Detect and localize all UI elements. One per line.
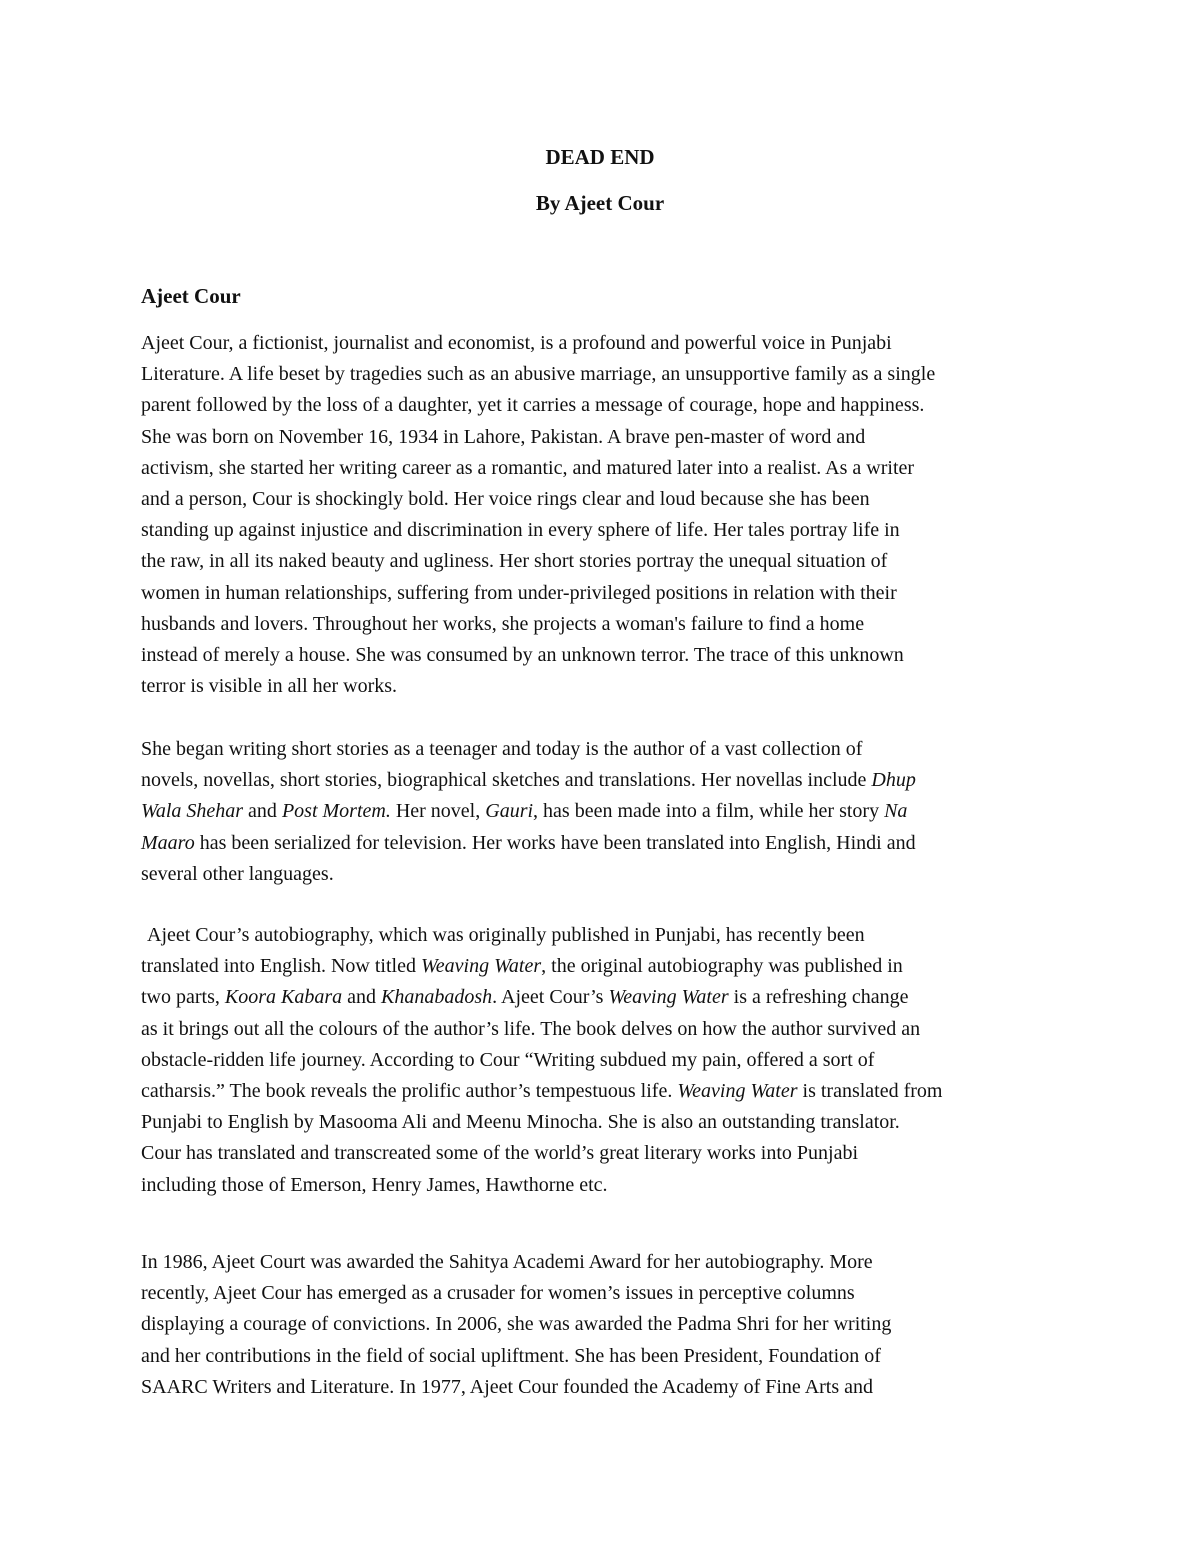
text-line: husbands and lovers. Throughout her works, she projects a woman's failure to find a home — [141, 612, 865, 635]
text-line: displaying a courage of convictions. In 2006, she was awarded the Padma Shri for her writing — [141, 1313, 892, 1336]
text-line: as it brings out all the colours of the author’s life. The book delves on how the author survived an — [141, 1017, 921, 1040]
book-title: Khanabadosh — [381, 986, 493, 1009]
book-title: Maaro — [141, 831, 195, 854]
paragraph-biography — [141, 328, 1066, 702]
paragraph-works — [141, 734, 1066, 890]
text-line: Punjabi to English by Masooma Ali and Meenu Minocha. She is also an outstanding translator. — [141, 1111, 900, 1134]
text-line: parent followed by the loss of a daughter, yet it carries a message of courage, hope and happiness. — [141, 394, 925, 417]
text-line: SAARC Writers and Literature. In 1977, Ajeet Cour founded the Academy of Fine Arts and — [141, 1375, 874, 1398]
text-line: terror is visible in all her works. — [141, 675, 398, 698]
text-line: In 1986, Ajeet Court was awarded the Sahitya Academi Award for her autobiography. More — [141, 1251, 873, 1273]
text-line: Ajeet Cour, a fictionist, journalist and economist, is a profound and powerful voice in Punjabi — [141, 332, 892, 354]
paragraph-awards — [141, 1247, 1066, 1403]
text-line: activism, she started her writing career as a romantic, and matured later into a realist. As a writer — [141, 456, 915, 479]
book-title: Weaving Water — [677, 1080, 798, 1103]
book-title: Dhup — [871, 769, 916, 792]
text-line: instead of merely a house. She was consumed by an unknown terror. The trace of this unknown — [141, 644, 904, 667]
text-line: obstacle-ridden life journey. According to Cour “Writing subdued my pain, offered a sort of — [141, 1048, 875, 1071]
text-line: women in human relationships, suffering from under-privileged positions in relation with their — [141, 581, 897, 604]
book-title: Weaving Water — [608, 986, 729, 1009]
text-line: Ajeet Cour’s autobiography, which was originally published in Punjabi, has recently been — [147, 924, 865, 946]
book-title: Gauri — [485, 800, 534, 823]
text-line: translated into English. Now titled Weaving Water, the original autobiography was published in — [141, 955, 903, 978]
text-line: She began writing short stories as a teenager and today is the author of a vast collection of — [141, 738, 863, 760]
text-line: two parts, Koora Kabara and Khanabadosh. Ajeet Cour’s Weaving Water is a refreshing change — [141, 986, 909, 1009]
book-title: Koora Kabara — [224, 986, 343, 1009]
text-line: including those of Emerson, Henry James, Hawthorne etc. — [141, 1173, 608, 1196]
text-line: recently, Ajeet Cour has emerged as a crusader for women’s issues in perceptive columns — [141, 1282, 855, 1305]
book-title: Weaving Water — [420, 955, 542, 978]
book-title: Post Mortem. — [281, 800, 391, 823]
text-line: standing up against injustice and discrimination in every sphere of life. Her tales portray life in — [141, 519, 900, 542]
text-line: novels, novellas, short stories, biographical sketches and translations. Her novellas include Dhup — [141, 769, 916, 792]
text-line: catharsis.” The book reveals the prolific author’s tempestuous life. Weaving Water is translated from — [141, 1080, 943, 1103]
text-line: Maaro has been serialized for television. Her works have been translated into English, Hindi and — [141, 831, 916, 854]
text-line: and a person, Cour is shockingly bold. Her voice rings clear and loud because she has been — [141, 488, 870, 511]
text-line: She was born on November 16, 1934 in Lahore, Pakistan. A brave pen-master of word and — [141, 425, 866, 448]
text-line: Cour has translated and transcreated some of the world’s great literary works into Punjabi — [141, 1142, 859, 1165]
text-line: Wala Shehar and Post Mortem. Her novel, Gauri, has been made into a film, while her story Na — [141, 800, 908, 823]
text-line: the raw, in all its naked beauty and ugliness. Her short stories portray the unequal situation of — [141, 550, 888, 573]
paragraph-autobiography — [141, 920, 1066, 1201]
text-line: and her contributions in the field of social upliftment. She has been President, Foundation of — [141, 1344, 881, 1367]
text-line: several other languages. — [141, 862, 334, 885]
book-title: Na — [884, 800, 908, 823]
document-title: DEAD END — [545, 145, 655, 169]
book-title: Wala Shehar — [141, 800, 244, 823]
text-line: Literature. A life beset by tragedies such as an abusive marriage, an unsupportive family as a single — [141, 363, 936, 386]
document-byline: By Ajeet Cour — [535, 191, 665, 215]
section-heading: Ajeet Cour — [141, 284, 241, 308]
